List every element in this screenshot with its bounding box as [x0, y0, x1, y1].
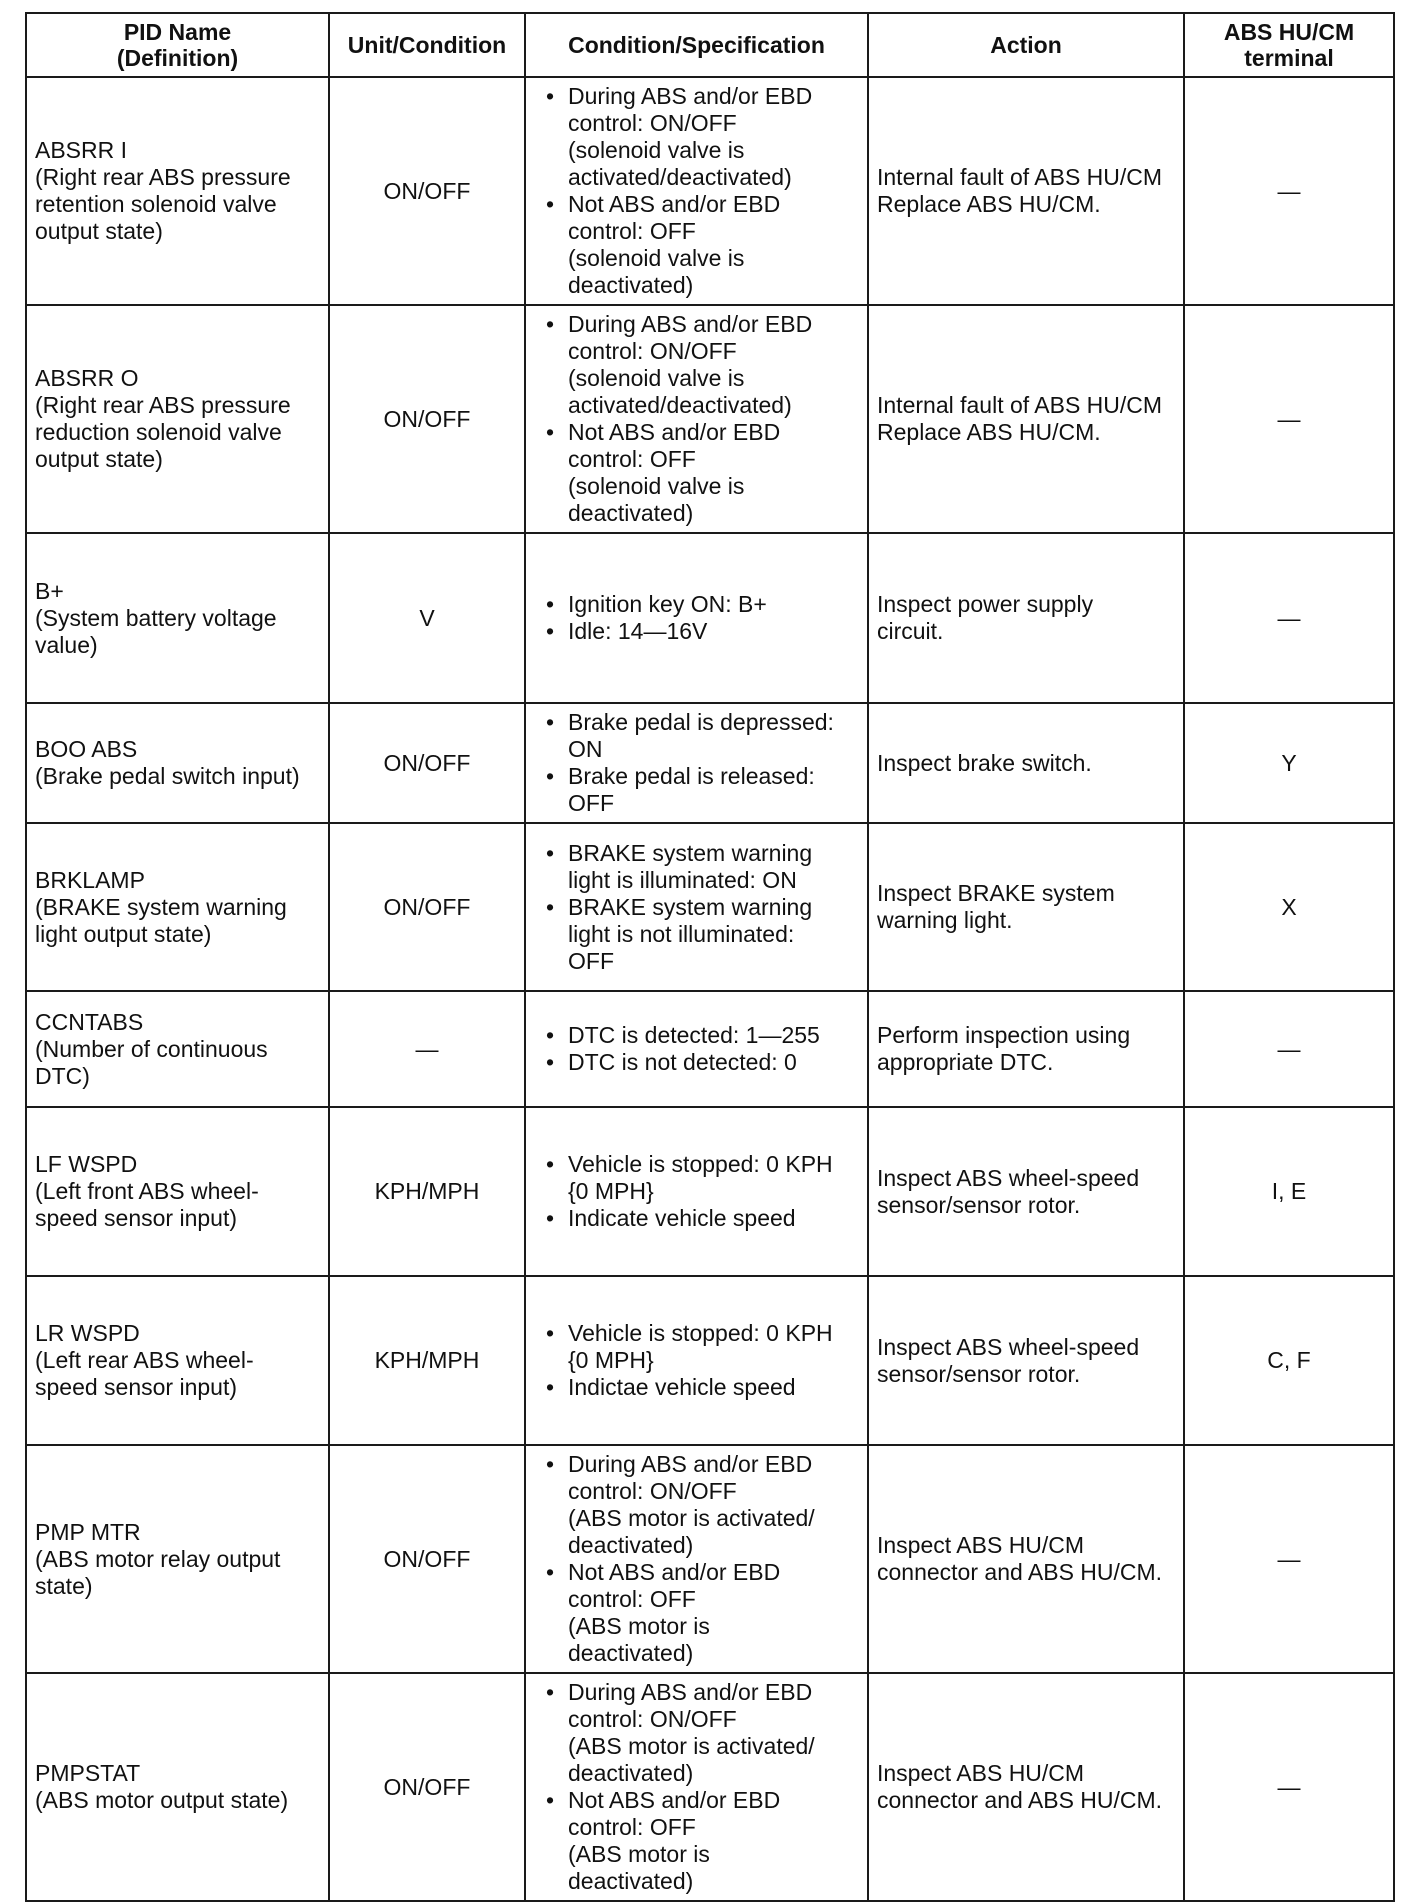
- table-row: [26, 1276, 1394, 1445]
- terminal-cell: —: [1184, 305, 1394, 533]
- pid-cell: [26, 533, 329, 703]
- action-cell: Internal fault of ABS HU/CM Replace ABS HU/CM.: [868, 305, 1184, 533]
- header-condition: Condition/Specification: [525, 13, 868, 77]
- condition-cell: [525, 703, 868, 823]
- pid-cell: [26, 1276, 329, 1445]
- pid-name: BRKLAMP: [35, 866, 145, 893]
- pid-definition: (ABS motor output state): [35, 1787, 289, 1813]
- condition-cell: [525, 1445, 868, 1673]
- table-row: [26, 305, 1394, 533]
- pid-cell: [26, 77, 329, 305]
- pid-definition: (Right rear ABS pressure reduction solenoid valve output state): [35, 392, 291, 472]
- unit-cell: ON/OFF: [329, 305, 525, 533]
- action-cell: Inspect BRAKE system warning light.: [868, 823, 1184, 991]
- condition-item: • DTC is detected: 1—255: [548, 1022, 859, 1049]
- action-cell: Inspect ABS HU/CM connector and ABS HU/CM.: [868, 1445, 1184, 1673]
- pid-name: ABSRR O: [35, 365, 139, 391]
- terminal-cell: —: [1184, 77, 1394, 305]
- condition-list: [534, 840, 859, 975]
- unit-cell: ON/OFF: [329, 77, 525, 305]
- condition-list: [534, 709, 859, 817]
- pid-cell: [26, 991, 329, 1107]
- table-row: [26, 991, 1394, 1107]
- pid-definition: (Right rear ABS pressure retention solenoid valve output state): [35, 164, 291, 244]
- condition-item: • BRAKE system warning light is illuminated: ON: [548, 840, 859, 894]
- pid-name: BOO ABS: [35, 736, 138, 762]
- terminal-cell: —: [1184, 1445, 1394, 1673]
- unit-cell: KPH/MPH: [329, 1107, 525, 1276]
- unit-cell: V: [329, 533, 525, 703]
- unit-cell: ON/OFF: [329, 823, 525, 991]
- pid-name: PMP MTR: [35, 1518, 141, 1545]
- terminal-cell: C, F: [1184, 1276, 1394, 1445]
- pid-name: LF WSPD: [35, 1151, 138, 1177]
- condition-item: • During ABS and/or EBD control: ON/OFF (solenoid valve is activated/deactivated): [548, 311, 859, 419]
- header-unit: Unit/Condition: [329, 13, 525, 77]
- condition-item: • Not ABS and/or EBD control: OFF (solenoid valve is deactivated): [548, 191, 859, 299]
- pid-definition: (ABS motor relay output state): [35, 1545, 281, 1599]
- condition-list: [534, 311, 859, 527]
- table-row: [26, 533, 1394, 703]
- condition-item: • Indictae vehicle speed: [548, 1374, 859, 1401]
- condition-cell: [525, 1276, 868, 1445]
- condition-item: • Brake pedal is depressed: ON: [548, 709, 859, 763]
- condition-list: [534, 591, 859, 645]
- terminal-cell: I, E: [1184, 1107, 1394, 1276]
- header-row: [26, 13, 1394, 77]
- table-row: [26, 1673, 1394, 1901]
- unit-cell: ON/OFF: [329, 1445, 525, 1673]
- action-cell: Inspect power supply circuit.: [868, 533, 1184, 703]
- action-cell: Inspect brake switch.: [868, 703, 1184, 823]
- action-cell: Inspect ABS wheel-speed sensor/sensor rotor.: [868, 1276, 1184, 1445]
- pid-cell: [26, 305, 329, 533]
- pid-definition: (Number of continuous DTC): [35, 1035, 268, 1089]
- unit-cell: ON/OFF: [329, 703, 525, 823]
- action-cell: Inspect ABS HU/CM connector and ABS HU/CM.: [868, 1673, 1184, 1901]
- pid-name: ABSRR I: [35, 137, 128, 163]
- condition-item: • Not ABS and/or EBD control: OFF (solenoid valve is deactivated): [548, 419, 859, 527]
- pid-cell: [26, 823, 329, 991]
- pid-cell: [26, 703, 329, 823]
- table-row: [26, 823, 1394, 991]
- condition-list: [534, 1022, 859, 1076]
- pid-name: B+: [35, 577, 64, 604]
- condition-item: • During ABS and/or EBD control: ON/OFF (ABS motor is activated/ deactivated): [548, 1451, 859, 1559]
- pid-definition: (Left rear ABS wheel- speed sensor input): [35, 1347, 254, 1400]
- condition-list: [534, 1320, 859, 1401]
- table-row: [26, 77, 1394, 305]
- terminal-cell: —: [1184, 533, 1394, 703]
- condition-item: • BRAKE system warning light is not illuminated: OFF: [548, 894, 859, 975]
- condition-cell: [525, 533, 868, 703]
- action-cell: Perform inspection using appropriate DTC.: [868, 991, 1184, 1107]
- pid-definition: (Brake pedal switch input): [35, 763, 300, 789]
- terminal-cell: X: [1184, 823, 1394, 991]
- condition-cell: [525, 305, 868, 533]
- pid-definition: (System battery voltage value): [35, 604, 277, 658]
- condition-list: [534, 83, 859, 299]
- unit-cell: ON/OFF: [329, 1673, 525, 1901]
- condition-item: • During ABS and/or EBD control: ON/OFF (solenoid valve is activated/deactivated): [548, 83, 859, 191]
- condition-list: [534, 1679, 859, 1895]
- table-row: [26, 703, 1394, 823]
- condition-item: • Brake pedal is released: OFF: [548, 763, 859, 817]
- condition-cell: [525, 1673, 868, 1901]
- condition-item: • During ABS and/or EBD control: ON/OFF (ABS motor is activated/ deactivated): [548, 1679, 859, 1787]
- condition-item: • Vehicle is stopped: 0 KPH {0 MPH}: [548, 1151, 859, 1205]
- table-row: [26, 1107, 1394, 1276]
- condition-item: • DTC is not detected: 0: [548, 1049, 859, 1076]
- condition-item: • Vehicle is stopped: 0 KPH {0 MPH}: [548, 1320, 859, 1374]
- pid-name: LR WSPD: [35, 1320, 140, 1346]
- table-row: [26, 1445, 1394, 1673]
- condition-item: • Ignition key ON: B+: [548, 591, 859, 618]
- pid-cell: [26, 1445, 329, 1673]
- unit-cell: —: [329, 991, 525, 1107]
- action-cell: Internal fault of ABS HU/CM Replace ABS HU/CM.: [868, 77, 1184, 305]
- condition-list: [534, 1151, 859, 1232]
- unit-cell: KPH/MPH: [329, 1276, 525, 1445]
- pid-definition: (BRAKE system warning light output state): [35, 893, 287, 947]
- pid-name: PMPSTAT: [35, 1760, 141, 1786]
- header-pid: PID Name (Definition): [26, 13, 329, 77]
- action-cell: Inspect ABS wheel-speed sensor/sensor rotor.: [868, 1107, 1184, 1276]
- condition-list: [534, 1451, 859, 1667]
- condition-item: • Not ABS and/or EBD control: OFF (ABS motor is deactivated): [548, 1559, 859, 1667]
- pid-table: [25, 12, 1395, 1902]
- pid-name: CCNTABS: [35, 1008, 144, 1035]
- terminal-cell: Y: [1184, 703, 1394, 823]
- header-action: Action: [868, 13, 1184, 77]
- condition-cell: [525, 1107, 868, 1276]
- pid-definition: (Left front ABS wheel- speed sensor input): [35, 1178, 259, 1231]
- condition-item: • Idle: 14—16V: [548, 618, 859, 645]
- pid-cell: [26, 1107, 329, 1276]
- header-terminal: ABS HU/CM terminal: [1184, 13, 1394, 77]
- condition-item: • Not ABS and/or EBD control: OFF (ABS motor is deactivated): [548, 1787, 859, 1895]
- condition-item: • Indicate vehicle speed: [548, 1205, 859, 1232]
- terminal-cell: —: [1184, 1673, 1394, 1901]
- terminal-cell: —: [1184, 991, 1394, 1107]
- condition-cell: [525, 823, 868, 991]
- condition-cell: [525, 991, 868, 1107]
- condition-cell: [525, 77, 868, 305]
- pid-cell: [26, 1673, 329, 1901]
